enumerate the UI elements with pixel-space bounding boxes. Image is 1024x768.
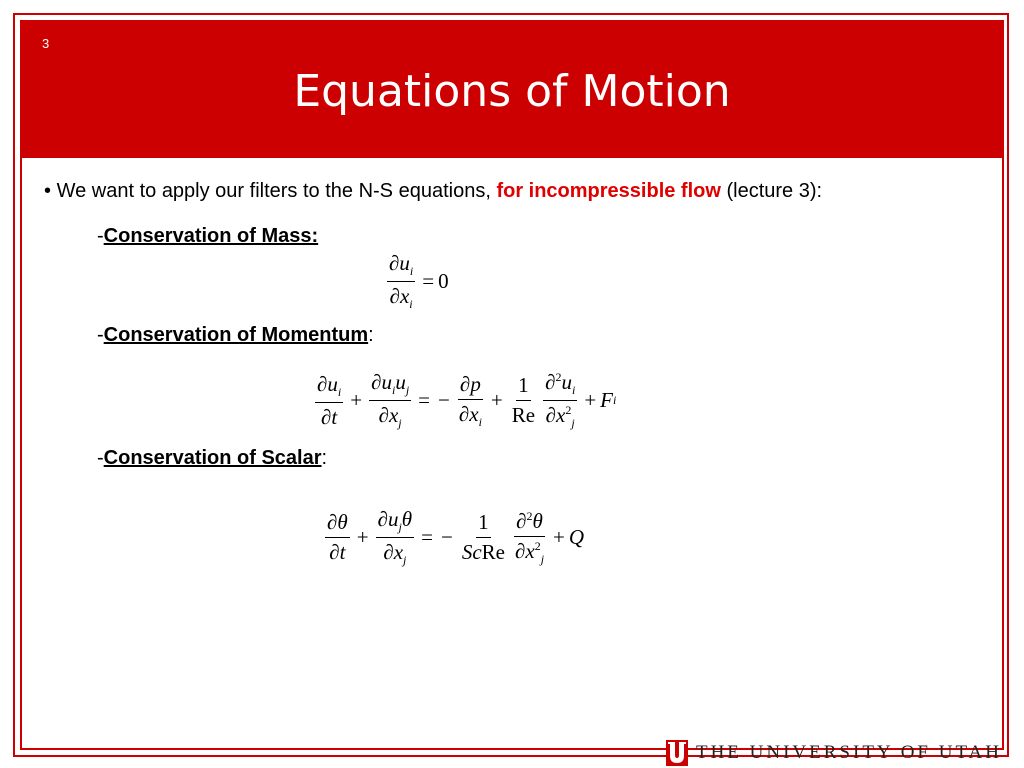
university-u-logo-icon [666, 740, 688, 766]
bullet-text: We want to apply our filters to the N-S equations, [56, 180, 497, 202]
mass-heading: -Conservation of Mass: [97, 225, 319, 247]
bullet-text-end: (lecture 3): [720, 180, 823, 202]
momentum-equation: $\frac{\partial u_i}{\partial t}$ + $\frac{\partial u_iu_j}{\partial x_j}$ = − $\frac{\partial p}{\partial x_i}$ + $\frac{1}{Re}$ $\frac{\partial^2u_i}{\partial x^2_j}$ + F i [317, 370, 617, 431]
bullet-marker: • [44, 180, 52, 202]
momentum-label: Conservation of Momentum [103, 324, 369, 346]
mass-equation: $\frac{\partial u_i}{\partial x_i}$ = 0 [389, 251, 449, 312]
momentum-heading: -Conservation of Momentum: [97, 324, 374, 346]
slide-title: Equations of Motion [293, 66, 731, 117]
bullet-emphasis: for incompressible flow [496, 180, 721, 202]
scalar-equation: $\frac{\partial\theta}{\partial t}$ + $\frac{\partial u_j\theta}{\partial x_j}$ = − $\frac{1}{\text{ScRe}}$ $\frac{\partial^2\theta}{\partial x^2_j}$ + Q [327, 507, 585, 568]
university-footer [666, 740, 1002, 766]
mass-label: Conservation of Mass: [103, 225, 319, 247]
intro-bullet [44, 180, 822, 203]
scalar-label: Conservation of Scalar [103, 447, 322, 469]
university-name: THE UNIVERSITY OF UTAH [695, 742, 1002, 763]
slide-number: 3 [42, 36, 50, 51]
scalar-heading: -Conservation of Scalar: [97, 447, 328, 469]
